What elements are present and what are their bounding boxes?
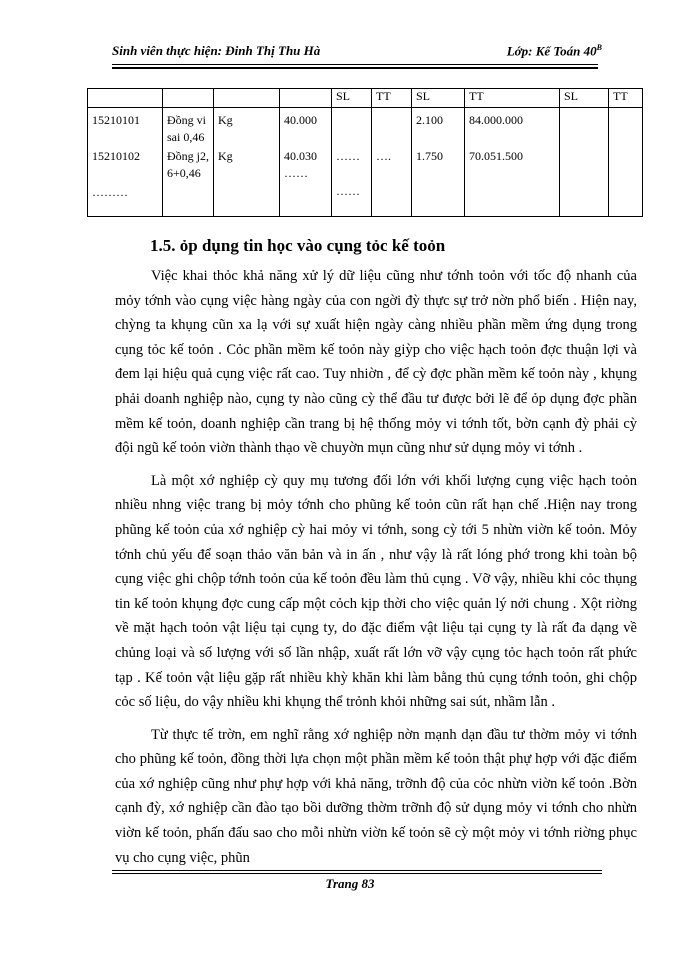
section-title: 1.5. ỏp dụng tin học vào cụng tỏc kế toỏn	[150, 236, 446, 255]
trailing-dots: ………	[92, 185, 128, 199]
student-name: Sinh viên thực hiện: Đinh Thị Thu Hà	[112, 43, 321, 58]
table-header-cell: TT	[372, 89, 412, 108]
paragraph: Từ thực tế trờn, em nghĩ rằng xớ nghiệp nờn mạnh dạn đầu tư thờm mỏy vi tớnh cho phũng kế toỏn, đồng thời lựa chọn một phần mềm kế toỏn thật phự hợp với đặc điểm của xớ nghiệp cũng như phự hợp với khả năng, trỡnh độ của cỏc nhừn viờn kế toỏn .Bờn cạnh đỳ, xớ nghiệp cần đào tạo bồi dưỡng thờm trỡnh độ sử dụng mỏy vi tớnh cho nhừn viờn kế toỏn, phấn đấu sao cho mỗi nhừn viờn kế toỏn sẽ cỳ một mỏy vi tớnh riờng phục vụ cho cụng việc, phũn	[115, 726, 637, 866]
code-column	[88, 108, 163, 217]
footer-rule	[112, 870, 602, 871]
item-name: Đồng vi sai 0,46	[167, 113, 206, 144]
table-header-cell: TT	[609, 89, 643, 108]
item-price: 40.000	[284, 113, 317, 127]
item-sl-end	[564, 112, 604, 148]
item-code: 15210101	[92, 113, 140, 127]
price-dots: ……	[284, 166, 308, 180]
item-sl-in	[336, 112, 367, 148]
table-header-cell: SL	[412, 89, 465, 108]
class-label: Lớp: Kế Toán $40^B$	[506, 43, 602, 59]
price-column	[280, 108, 332, 217]
class-superscript: B	[596, 43, 602, 52]
name-column	[163, 108, 214, 217]
tt-in-column	[372, 108, 412, 217]
sl-in-column	[332, 108, 372, 217]
table-header-cell	[280, 89, 332, 108]
item-sl-out: 2.100	[416, 113, 443, 127]
table-body-row	[88, 108, 643, 217]
sl-end-column	[560, 108, 609, 217]
sl-out-column	[412, 108, 465, 217]
item-tt-out: 84.000.000	[469, 113, 523, 127]
item-sl-in: ……	[336, 149, 360, 163]
item-name: Đồng j2, 6+0,46	[167, 149, 209, 180]
footer-rule-2	[112, 873, 602, 874]
item-unit: Kg	[218, 113, 233, 127]
page-number: Trang 83	[325, 876, 375, 891]
table-header-cell: SL	[560, 89, 609, 108]
table-header-row	[88, 89, 643, 108]
unit-column	[214, 108, 280, 217]
item-tt-end	[613, 112, 638, 148]
table-header-cell: SL	[332, 89, 372, 108]
item-tt-in	[376, 112, 407, 148]
table-header-cell: TT	[465, 89, 560, 108]
item-unit: Kg	[218, 149, 233, 163]
item-price: 40.030	[284, 149, 317, 163]
sl-in-dots: ……	[336, 184, 360, 198]
inventory-table	[87, 88, 643, 217]
page-header	[112, 43, 602, 63]
tt-out-column	[465, 108, 560, 217]
item-sl-out: 1.750	[416, 149, 443, 163]
table-header-cell	[88, 89, 163, 108]
item-code: 15210102	[92, 149, 140, 163]
header-rule-thick	[112, 67, 598, 69]
item-tt-in: ….	[376, 149, 391, 163]
item-tt-out: 70.051.500	[469, 149, 523, 163]
paragraph: Là một xớ nghiệp cỳ quy mụ tương đối lớn với khối lượng cụng việc hạch toỏn nhiều nhng việc trang bị mỏy tớnh cho phũng kế toỏn cũn rất hạn chế .Hiện nay trong phũng kế toỏn của xớ nghiệp cỳ hai mỏy vi tớnh, song cỳ tới 5 nhừn viờn kế toỏn. Mỏy tớnh chủ yếu để soạn thảo văn bản và in ấn , như vậy là rất lóng phớ trong khi toàn bộ cụng việc ghi chộp tớnh toỏn của kế toỏn đều làm thủ cụng . Vỡ vậy, nhiều khi cỏc thụng tin kế toỏn khụng đợc cung cấp một cỏch kịp thời cho việc quản lý nởi chung . Xột riờng về mặt hạch toỏn vật liệu tại cụng ty, do đặc điểm vật liệu tại cụng ty là rất đa dạng về chủng loại và số lượng với số lần nhập, xuất rất lớn vỡ vậy cụng tỏc hạch toỏn rất phức tạp . Kế toỏn vật liệu gặp rất nhiều khỳ khăn khi làm bằng thủ cụng tớnh toỏn, ghi chộp cỏc số liệu, do vậy nhiều khi khụng thể trỏnh khỏi những sai sút, nhầm lẫn .	[115, 472, 637, 711]
tt-end-column	[609, 108, 643, 217]
body-text	[115, 264, 637, 870]
paragraph: Việc khai thỏc khả năng xử lý dữ liệu cũng như tớnh toỏn với tốc độ nhanh của mỏy tớnh vào cụng việc hàng ngày của con ngời đỳ thực sự trở nờn phổ biến . Hiện nay, chỳng ta khụng cũn xa lạ với sự xuất hiện ngày càng nhiều phần mềm ứng dụng trong cụng tỏc kế toỏn . Cỏc phần mềm kế toỏn này giỳp cho việc hạch toỏn đợc thuận lợi và đem lại hiệu quả cụng việc rất cao. Tuy nhiờn , để cỳ đợc phần mềm kế toỏn này , khụng phải doanh nghiệp nào, cụng ty nào cũng cỳ thể đầu tư được bởi lẽ để ỏp dụng đợc phần mềm kế toỏn, doanh nghiệp cần trang bị hệ thống mỏy vi tớnh tốt, bờn cạnh đỳ phải cỳ đội ngũ kế toỏn viờn thành thạo về chuyờn mụn cũng như sử dụng mỏy vi tớnh .	[115, 268, 637, 457]
table-header-cell	[214, 89, 280, 108]
table-header-cell	[163, 89, 214, 108]
header-rule	[112, 64, 598, 65]
